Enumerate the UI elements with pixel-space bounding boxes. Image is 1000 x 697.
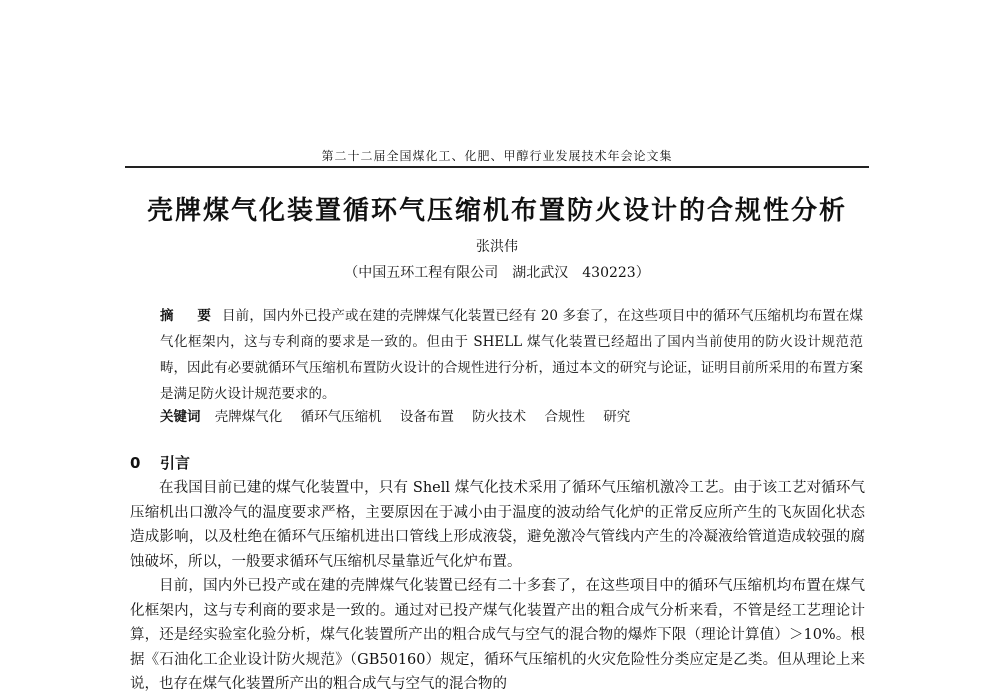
abstract-body <box>135 303 863 407</box>
affiliation: （中国五环工程有限公司 湖北武汉 430223） <box>344 265 650 281</box>
abstract-label: 摘 要 <box>160 308 217 324</box>
section-number: 0 <box>130 454 141 472</box>
paragraph: 目前，国内外已投产或在建的壳牌煤气化装置已经有二十多套了，在这些项目中的循环气压缩机均布置在煤气化框架内，这与专利商的要求是一致的。通过对已投产煤气化装置产出的粗合成气分析来看，不管是经工艺理论计算，还是经实验室化验分析，煤气化装置所产出的粗合成气与空气的混合物的爆炸下限（理论计算值）＞10%。根据《石油化工企业设计防火规范》（GB50160）规定，循环气压缩机的火灾危险性分类应定是乙类。但从理论上来说，也存在煤气化装置所产出的粗合成气与空气的混合物的 <box>130 578 865 692</box>
abstract-text: 目前，国内外已投产或在建的壳牌煤气化装置已经有 20 多套了，在这些项目中的循环气压缩机均布置在煤气化框架内，这与专利商的要求是一致的。但由于 SHELL 煤气化装置已经超出了国内当前使用的防火设计规范范畴，因此有必要就循环气压缩机布置防火设计的合规性进行分析，通过本文的研究与论证，证明目前所采用的布置方案是满足防火设计规范要求的。 <box>160 308 864 402</box>
abstract <box>135 303 863 407</box>
section-heading <box>130 452 190 473</box>
paper-title: 壳牌煤气化装置循环气压缩机布置防火设计的合规性分析 <box>146 196 847 226</box>
paragraph: 在我国目前已建的煤气化装置中，只有 Shell 煤气化技术采用了循环气压缩机激冷工艺。由于该工艺对循环气压缩机出口激冷气的温度要求严格，主要原因在于减小由于温度的波动给气化炉的正常反应所产生的飞灰固化状态造成影响，以及杜绝在循环气压缩机进出口管线上形成液袋，避免激冷气管线内产生的冷凝液给管道造成较强的腐蚀破坏，所以，一般要求循环气压缩机尽量靠近气化炉布置。 <box>130 480 865 570</box>
keyword: 合规性 <box>544 409 585 425</box>
keywords <box>160 405 860 425</box>
keywords-label: 关键词 <box>160 409 201 425</box>
body-text <box>130 476 865 697</box>
header-rule <box>125 166 869 168</box>
section-title: 引言 <box>160 454 191 472</box>
keyword: 循环气压缩机 <box>300 409 382 425</box>
keyword: 防火技术 <box>472 409 527 425</box>
author: 张洪伟 <box>476 239 518 255</box>
running-header: 第二十二届全国煤化工、化肥、甲醇行业发展技术年会论文集 <box>321 149 673 163</box>
keyword: 壳牌煤气化 <box>214 409 283 425</box>
keyword: 研究 <box>603 409 631 425</box>
keyword: 设备布置 <box>399 409 454 425</box>
